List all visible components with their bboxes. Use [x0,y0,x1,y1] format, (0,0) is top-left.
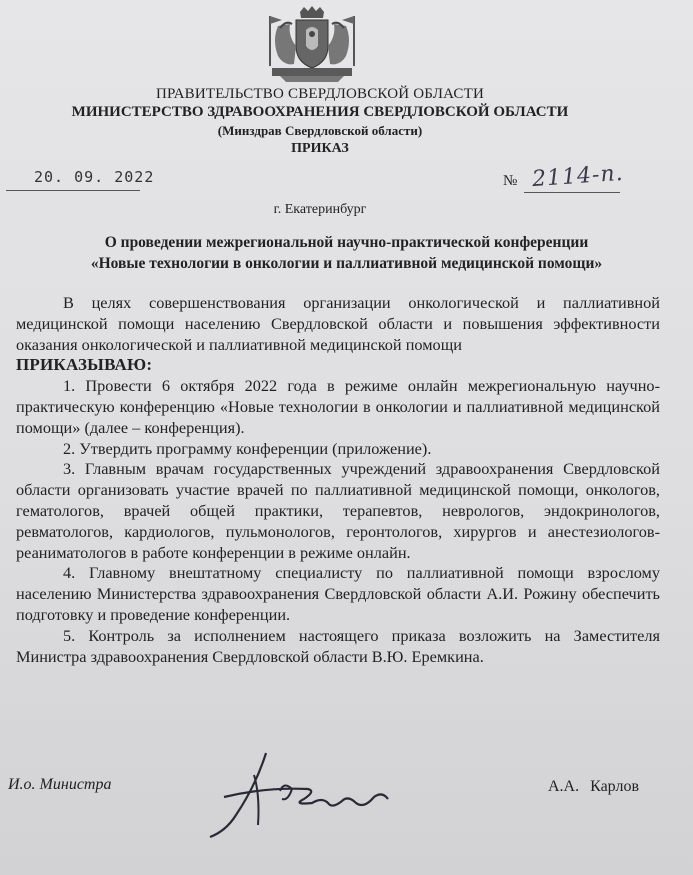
number-underline [524,192,620,193]
government-name: ПРАВИТЕЛЬСТВО СВЕРДЛОВСКОЙ ОБЛАСТИ [155,86,485,102]
order-number-label: № [503,173,518,189]
ministry-name: МИНИСТЕРСТВО ЗДРАВООХРАНЕНИЯ СВЕРДЛОВСКОЙ ОБЛАСТИ [71,104,569,120]
date-underline [6,190,140,191]
city: г. Екатеринбург [273,202,367,217]
signatory-position: И.о. Министра [8,776,112,793]
order-title-line-1: О проведении межрегиональной научно-практической конференции [104,234,589,251]
order-item-3: 3. Главным врачам государственных учреждений здравоохранения Свердловской области организовать участие врачей по паллиативной медицинской помощи, онкологов, гематологов, врачей общей практики, терапевтов, неврологов, эндокринологов, ревматологов, кардиологов, пульмонологов, геронтологов, хирургов и анестезиологов-реаниматологов в работе конференции в режиме онлайн. [16,459,660,562]
signatory-name: А.А. Карлов [548,778,639,795]
ministry-short-name: (Минздрав Свердловской области) [217,123,423,138]
order-item-5: 5. Контроль за исполнением настоящего приказа возложить на Заместителя Министра здравоохранения Свердловской области В.Ю. Еремкина. [16,625,660,666]
order-item-1: 1. Провести 6 октября 2022 года в режиме онлайн межрегиональную научно-практическую конференцию «Новые технологии в онкологии и паллиативной медицинской помощи» (далее – конференция). [16,376,660,437]
order-item-2: 2. Утвердить программу конференции (приложение). [63,438,432,458]
order-body [16,293,660,667]
coat-of-arms-icon [266,6,358,84]
handwritten-signature [196,745,396,845]
document-type: ПРИКАЗ [291,141,349,156]
order-number: 2114-п. [531,160,625,193]
order-date: 20. 09. 2022 [34,168,155,186]
order-title-line-2: «Новые технологии в онкологии и паллиативной медицинской помощи» [90,255,603,272]
order-word: ПРИКАЗЫВАЮ: [16,355,153,375]
order-item-4: 4. Главному внештатному специалисту по паллиативной помощи взрослому населению Министерства здравоохранения Свердловской области А.И. Рожину обеспечить подготовку и проведение конференции. [16,563,660,624]
intro-paragraph: В целях совершенствования организации онкологической и паллиативной медицинской помощи населению Свердловской области и повышения эффективности оказания онкологической и паллиативной медицинской помощи [16,293,660,354]
